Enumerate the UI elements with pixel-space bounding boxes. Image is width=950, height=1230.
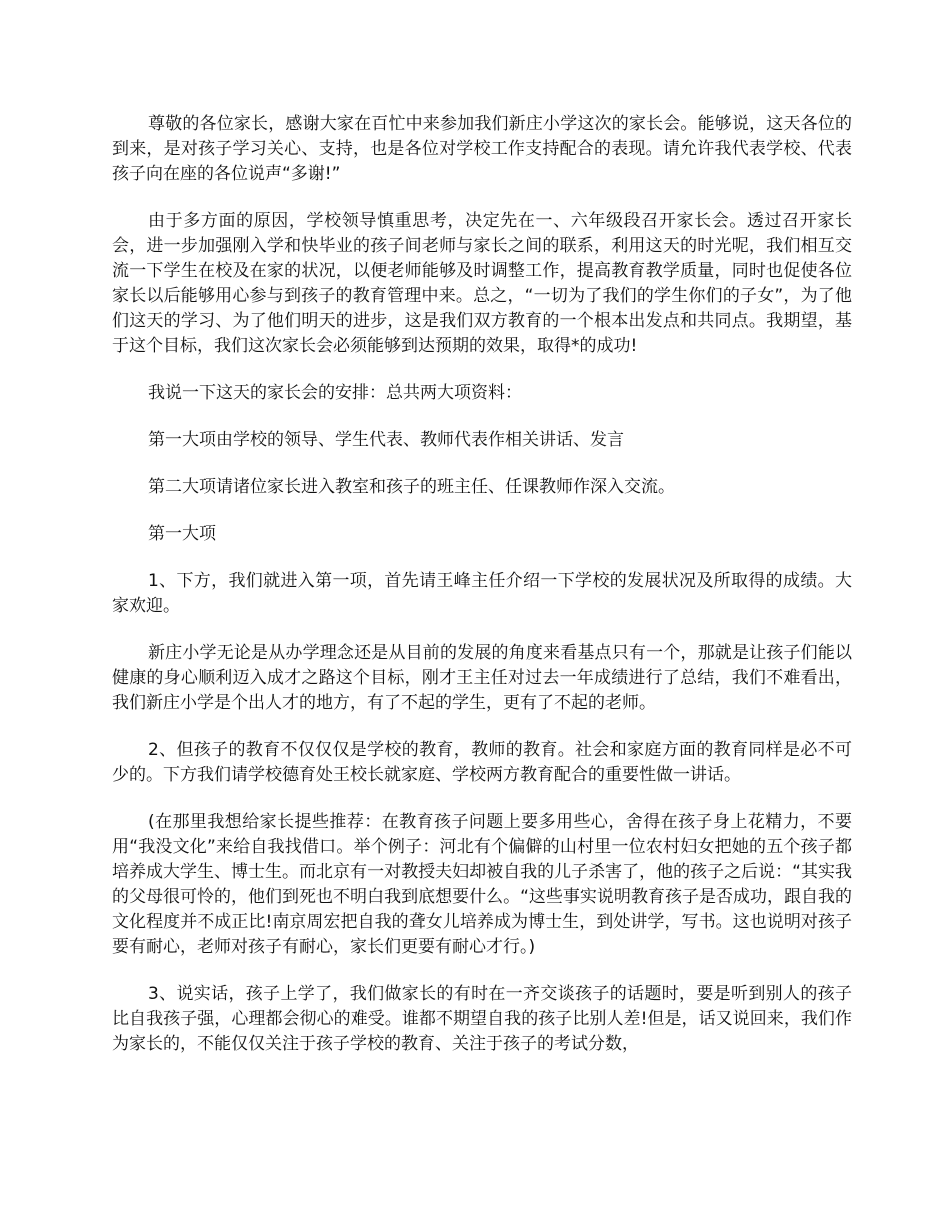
paragraph-step-2: 2、但孩子的教育不仅仅仅是学校的教育，教师的教育。社会和家庭方面的教育同样是必不可少的。下方我们请学校德育处王校长就家庭、学校两方教育配合的重要性做一讲话。 [112,740,852,785]
section-heading-first-item: 第一大项 [148,524,216,544]
document-body [112,112,852,1079]
paragraph-greeting: 尊敬的各位家长，感谢大家在百忙中来参加我们新庄小学这次的家长会。能够说，这天各位的到来，是对孩子学习关心、支持，也是各位对学校工作支持配合的表现。请允许我代表学校、代表孩子向在座的各位说声“多谢!” [112,114,852,184]
paragraph-school-summary: 新庄小学无论是从办学理念还是从目前的发展的角度来看基点只有一个，那就是让孩子们能以健康的身心顺利迈入成才之路这个目标，刚才王主任对过去一年成绩进行了总结，我们不难看出，我们新庄小学是个出人才的地方，有了不起的学生，更有了不起的老师。 [112,643,852,713]
paragraph-step-3: 3、说实话，孩子上学了，我们做家长的有时在一齐交谈孩子的话题时，要是听到别人的孩子比自我孩子强，心理都会彻心的难受。谁都不期望自我的孩子比别人差!但是，话又说回来，我们作为家长的，不能仅仅关注于孩子学校的教育、关注于孩子的考试分数， [112,984,852,1054]
paragraph-agenda-item-1: 第一大项由学校的领导、学生代表、教师代表作相关讲话、发言 [148,430,624,450]
paragraph-purpose: 由于多方面的原因，学校领导慎重思考，决定先在一、六年级段召开家长会。透过召开家长会，进一步加强刚入学和快毕业的孩子间老师与家长之间的联系，利用这天的时光呢，我们相互交流一下学生在校及在家的状况，以便老师能够及时调整工作，提高教育教学质量，同时也促使各位家长以后能够用心参与到孩子的教育管理中来。总之，“一切为了我们的学生你们的子女”，为了他们这天的学习、为了他们明天的进步，这是我们双方教育的一个根本出发点和共同点。我期望，基于这个目标，我们这次家长会必须能够到达预期的效果，取得*的成功! [112,211,852,356]
paragraph-recommendation: (在那里我想给家长提些推荐：在教育孩子问题上要多用些心，舍得在孩子身上花精力，不要用“我没文化”来给自我找借口。举个例子：河北有个偏僻的山村里一位农村妇女把她的五个孩子都培养成大学生、博士生。而北京有一对教授夫妇却被自我的儿子杀害了，他的孩子之后说：“其实我的父母很可怜的，他们到死也不明白我到底想要什么。“这些事实说明教育孩子是否成功，跟自我的文化程度并不成正比!南京周宏把自我的聋女儿培养成为博士生，到处讲学，写书。这也说明对孩子要有耐心，老师对孩子有耐心，家长们更要有耐心才行。) [112,812,852,957]
paragraph-agenda-intro: 我说一下这天的家长会的安排：总共两大项资料： [148,383,522,403]
paragraph-step-1: 1、下方，我们就进入第一项，首先请王峰主任介绍一下学校的发展状况及所取得的成绩。大家欢迎。 [112,571,852,616]
paragraph-agenda-item-2: 第二大项请诸位家长进入教室和孩子的班主任、任课教师作深入交流。 [148,477,675,497]
